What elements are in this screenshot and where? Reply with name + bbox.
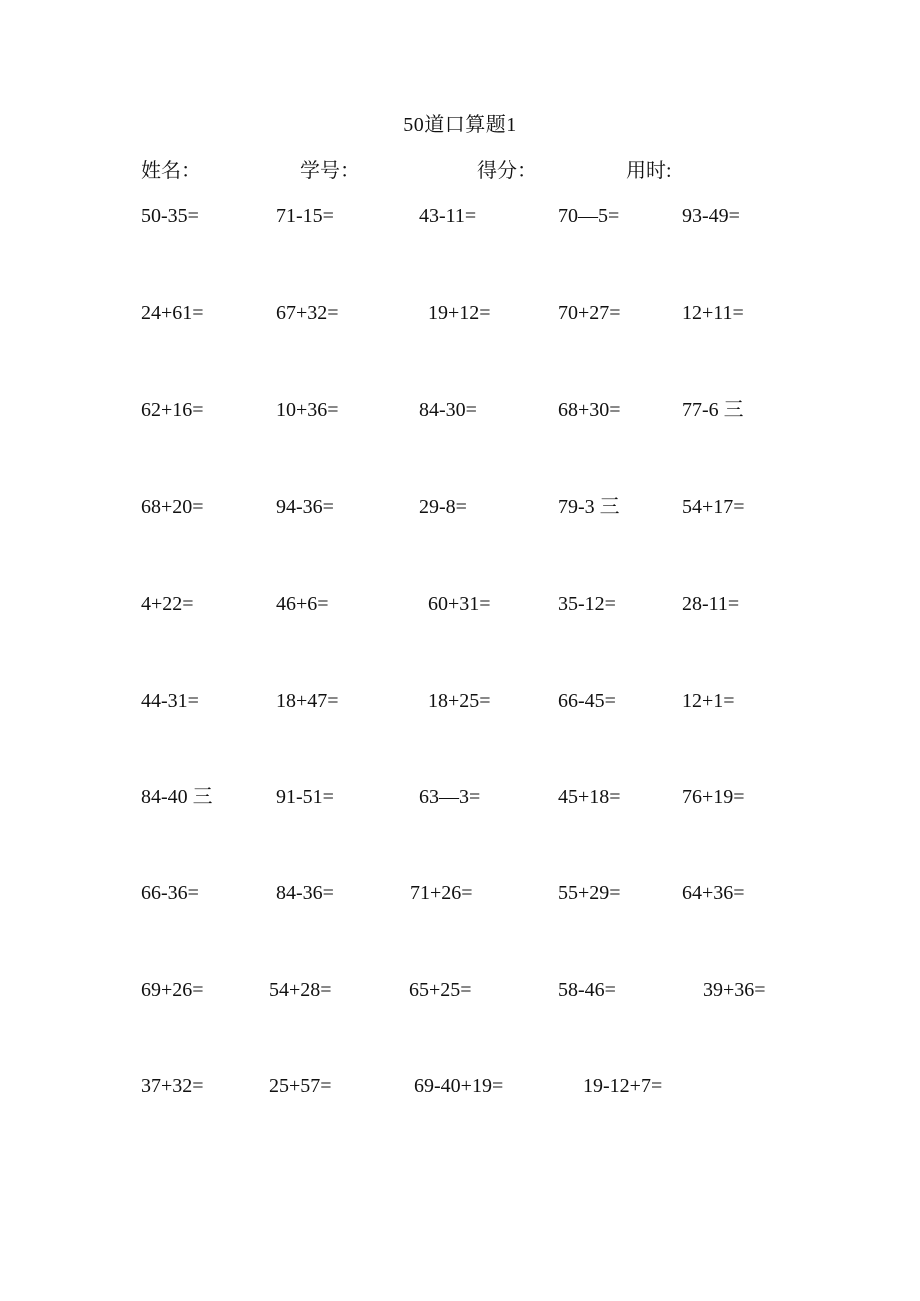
problem: 71+26=: [410, 882, 473, 904]
problem: 46+6=: [276, 593, 329, 615]
problem: 44-31=: [141, 690, 199, 712]
problem: 67+32=: [276, 302, 339, 324]
problem: 84-30=: [419, 399, 477, 421]
problem: 94-36=: [276, 496, 334, 518]
name-label: 姓名：: [141, 160, 201, 182]
problem: 19-12+7=: [583, 1075, 663, 1097]
problem: 43-11=: [419, 205, 477, 227]
problem: 71-15=: [276, 205, 334, 227]
problem: 93-49=: [682, 205, 740, 227]
problem: 66-45=: [558, 690, 616, 712]
worksheet-title: 50道口算题1: [403, 114, 517, 136]
problem: 18+47=: [276, 690, 339, 712]
problem: 39+36=: [703, 979, 766, 1001]
problem: 63—3=: [419, 786, 481, 808]
problem: 10+36=: [276, 399, 339, 421]
problem: 69+26=: [141, 979, 204, 1001]
problem: 25+57=: [269, 1075, 332, 1097]
time-used-label: 用时:: [626, 160, 672, 182]
problem: 68+20=: [141, 496, 204, 518]
problem: 70+27=: [558, 302, 621, 324]
student-id-label: 学号：: [300, 160, 360, 182]
problem: 84-40 三: [141, 786, 213, 808]
problem: 24+61=: [141, 302, 204, 324]
problem: 19+12=: [428, 302, 491, 324]
problem: 84-36=: [276, 882, 334, 904]
problem: 54+17=: [682, 496, 745, 518]
problem: 76+19=: [682, 786, 745, 808]
problem: 65+25=: [409, 979, 472, 1001]
problem: 69-40+19=: [414, 1075, 504, 1097]
problem: 28-11=: [682, 593, 740, 615]
problem: 77-6 三: [682, 399, 744, 421]
problem: 29-8=: [419, 496, 467, 518]
problem: 18+25=: [428, 690, 491, 712]
problem: 60+31=: [428, 593, 491, 615]
problem: 35-12=: [558, 593, 616, 615]
problem: 68+30=: [558, 399, 621, 421]
problem: 4+22=: [141, 593, 194, 615]
problem: 12+1=: [682, 690, 735, 712]
problem: 45+18=: [558, 786, 621, 808]
problem: 91-51=: [276, 786, 334, 808]
problem: 37+32=: [141, 1075, 204, 1097]
problem: 62+16=: [141, 399, 204, 421]
problem: 70—5=: [558, 205, 620, 227]
problem: 50-35=: [141, 205, 199, 227]
problem: 54+28=: [269, 979, 332, 1001]
problem: 79-3 三: [558, 496, 620, 518]
problem: 55+29=: [558, 882, 621, 904]
problem: 66-36=: [141, 882, 199, 904]
problem: 12+11=: [682, 302, 744, 324]
problem: 58-46=: [558, 979, 616, 1001]
score-label: 得分：: [477, 160, 537, 182]
problem: 64+36=: [682, 882, 745, 904]
